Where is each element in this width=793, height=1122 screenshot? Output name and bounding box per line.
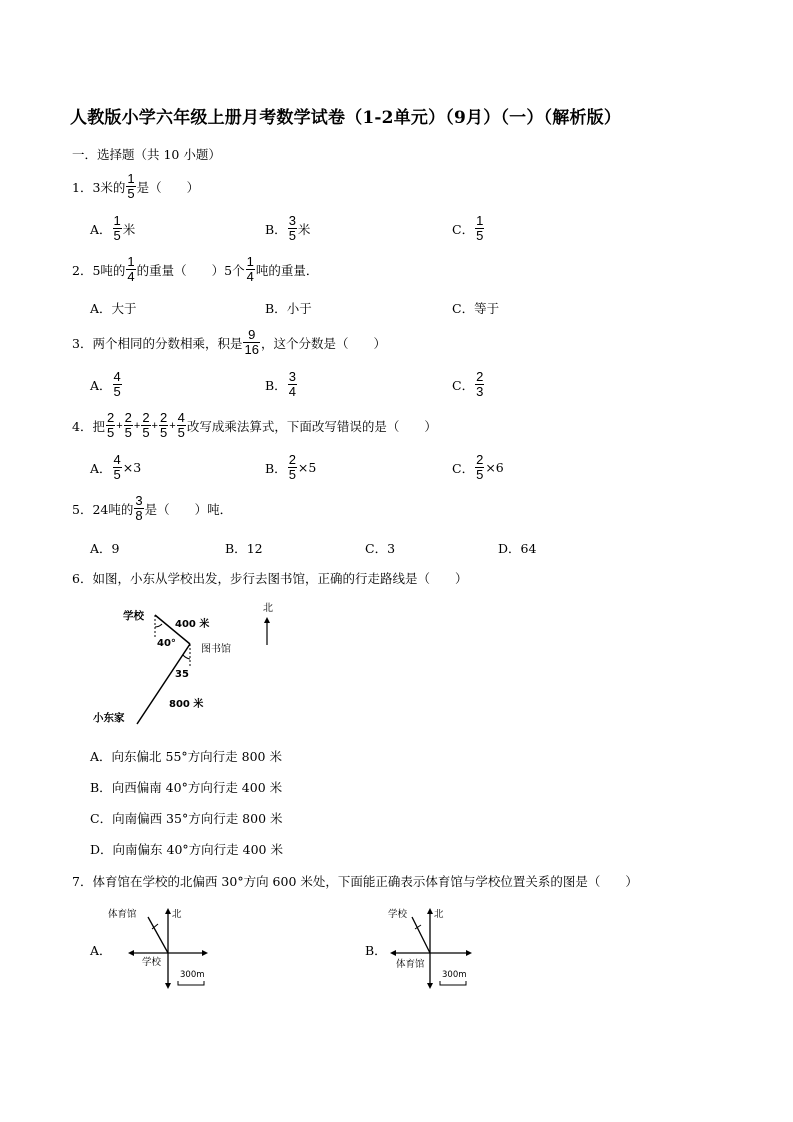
fraction: $\frac{2}{5}$ [142, 410, 150, 440]
angle-label: 40° [157, 638, 176, 649]
route-line [137, 644, 190, 724]
option-a[interactable]: A． 大于 [90, 301, 137, 316]
gym-label: 体育馆 [108, 909, 137, 920]
option-a[interactable]: A． [90, 943, 112, 958]
option-a-figure[interactable] [108, 905, 208, 990]
option-c[interactable]: C． 3 [365, 540, 396, 556]
question-text: 3米的 [92, 179, 126, 195]
school-label: 学校 [142, 957, 162, 968]
school-label: 学校 [388, 909, 408, 920]
option-c[interactable]: C． $\frac{2}{5}$ ×6 [452, 452, 504, 482]
option-d[interactable]: D． 64 [498, 540, 537, 556]
question-7: 7． 体育馆在学校的北偏西 30°方向 600 米处，下面能正确表示体育馆与学校位置关系的图是（ ） [72, 874, 638, 889]
gym-label: 体育馆 [396, 959, 425, 970]
fraction: $\frac{1}{4}$ [246, 254, 254, 284]
page-title: 人教版小学六年级上册月考数学试卷（1-2单元）（9月）（一）（解析版） [70, 108, 622, 128]
option-c[interactable]: C． 等于 [452, 301, 500, 316]
north-arrow-head [264, 617, 270, 623]
option-a[interactable]: A． $\frac{4}{5}$ ×3 [90, 452, 142, 482]
option-c[interactable]: C． $\frac{2}{3}$ [452, 369, 484, 399]
fraction: $\frac{2}{5}$ [288, 452, 296, 482]
direction-line [148, 917, 168, 953]
option-b[interactable]: B． 小于 [265, 301, 312, 316]
question-5: 5． 24吨的 $\frac{3}{8}$ 是（ ）吨． [72, 493, 233, 523]
fraction: $\frac{3}{8}$ [135, 493, 143, 523]
question-4: 4． 把 $\frac{2}{5}$ + $\frac{2}{5}$ + $\frac{2}{5}$ + $\frac{2}{5}$ + $\frac{4}{5}$ 改写成乘法算式，下面改写错误的是（ ） [72, 410, 437, 440]
option-b[interactable]: B． 向西偏南 40°方向行走 400 米 [90, 780, 283, 795]
option-b[interactable]: B． $\frac{3}{4}$ [265, 369, 296, 399]
arrow-head [390, 950, 396, 956]
fraction: $\frac{2}{5}$ [159, 410, 168, 440]
direction-line [412, 917, 430, 953]
option-d[interactable]: D． 向南偏东 40°方向行走 400 米 [90, 842, 283, 857]
question-number: 1． [72, 179, 93, 195]
angle-arc [183, 655, 190, 659]
arrow-head [427, 908, 433, 914]
north-label: 北 [434, 909, 444, 920]
option-c[interactable]: C． 向南偏西 35°方向行走 800 米 [90, 811, 283, 826]
fraction: $\frac{2}{5}$ [106, 410, 115, 440]
question-2: 2． 5吨的 $\frac{1}{4}$ 的重量（ ）5个 $\frac{1}{4}$ 吨的重量． [72, 254, 319, 284]
scale-label: 300m [180, 970, 205, 980]
north-label: 北 [263, 603, 273, 614]
option-a[interactable]: A． 9 [90, 540, 120, 556]
option-b[interactable]: B． 12 [225, 540, 263, 556]
scale-bar [440, 981, 466, 985]
fraction: $\frac{1}{5}$ [113, 213, 121, 243]
option-b[interactable]: B． $\frac{2}{5}$ ×5 [265, 452, 317, 482]
arrow-head [165, 908, 171, 914]
route-figure [85, 597, 285, 732]
option-b-figure[interactable] [382, 905, 482, 990]
arrow-head [202, 950, 208, 956]
library-label: 图书馆 [201, 644, 231, 655]
arrow-head [427, 983, 433, 989]
school-label: 学校 [123, 610, 144, 622]
option-a[interactable]: A． 向东偏北 55°方向行走 800 米 [90, 749, 282, 764]
fraction: $\frac{3}{4}$ [288, 369, 296, 399]
option-c[interactable]: C． $\frac{1}{5}$ [452, 213, 484, 243]
scale-bar [178, 981, 204, 985]
question-3: 3． 两个相同的分数相乘，积是 $\frac{9}{16}$ ，这个分数是（ ） [72, 327, 386, 357]
fraction: $\frac{2}{5}$ [124, 410, 132, 440]
option-b[interactable]: B． $\frac{3}{5}$ 米 [265, 213, 311, 243]
question-text: 是（ ） [136, 179, 200, 195]
fraction: $\frac{3}{5}$ [288, 213, 296, 243]
distance-label: 800 米 [169, 699, 204, 710]
angle-label: 35 [175, 669, 189, 680]
fraction: $\frac{1}{4}$ [127, 254, 135, 284]
fraction: $\frac{9}{16}$ [244, 327, 259, 357]
fraction: $\frac{4}{5}$ [113, 452, 121, 482]
scale-label: 300m [442, 970, 467, 980]
fraction: $\frac{4}{5}$ [113, 369, 121, 399]
question-6: 6． 如图，小东从学校出发，步行去图书馆，正确的行走路线是（ ） [72, 571, 468, 586]
option-a[interactable]: A． $\frac{1}{5}$ 米 [90, 213, 136, 243]
fraction: $\frac{1}{5}$ [476, 213, 484, 243]
angle-arc [155, 624, 162, 627]
arrow-head [165, 983, 171, 989]
section-heading: 一．选择题（共 10 小题） [72, 147, 221, 162]
fraction: $\frac{1}{5}$ [127, 171, 135, 201]
option-a[interactable]: A． $\frac{4}{5}$ [90, 369, 121, 399]
option-b[interactable]: B． [365, 943, 387, 958]
north-label: 北 [172, 909, 182, 920]
fraction: $\frac{2}{5}$ [476, 452, 484, 482]
fraction: $\frac{2}{3}$ [476, 369, 484, 399]
distance-label: 400 米 [175, 619, 210, 630]
arrow-head [128, 950, 134, 956]
home-label: 小东家 [93, 712, 125, 724]
arrow-head [466, 950, 472, 956]
fraction: $\frac{4}{5}$ [177, 410, 185, 440]
question-1 [72, 172, 199, 201]
